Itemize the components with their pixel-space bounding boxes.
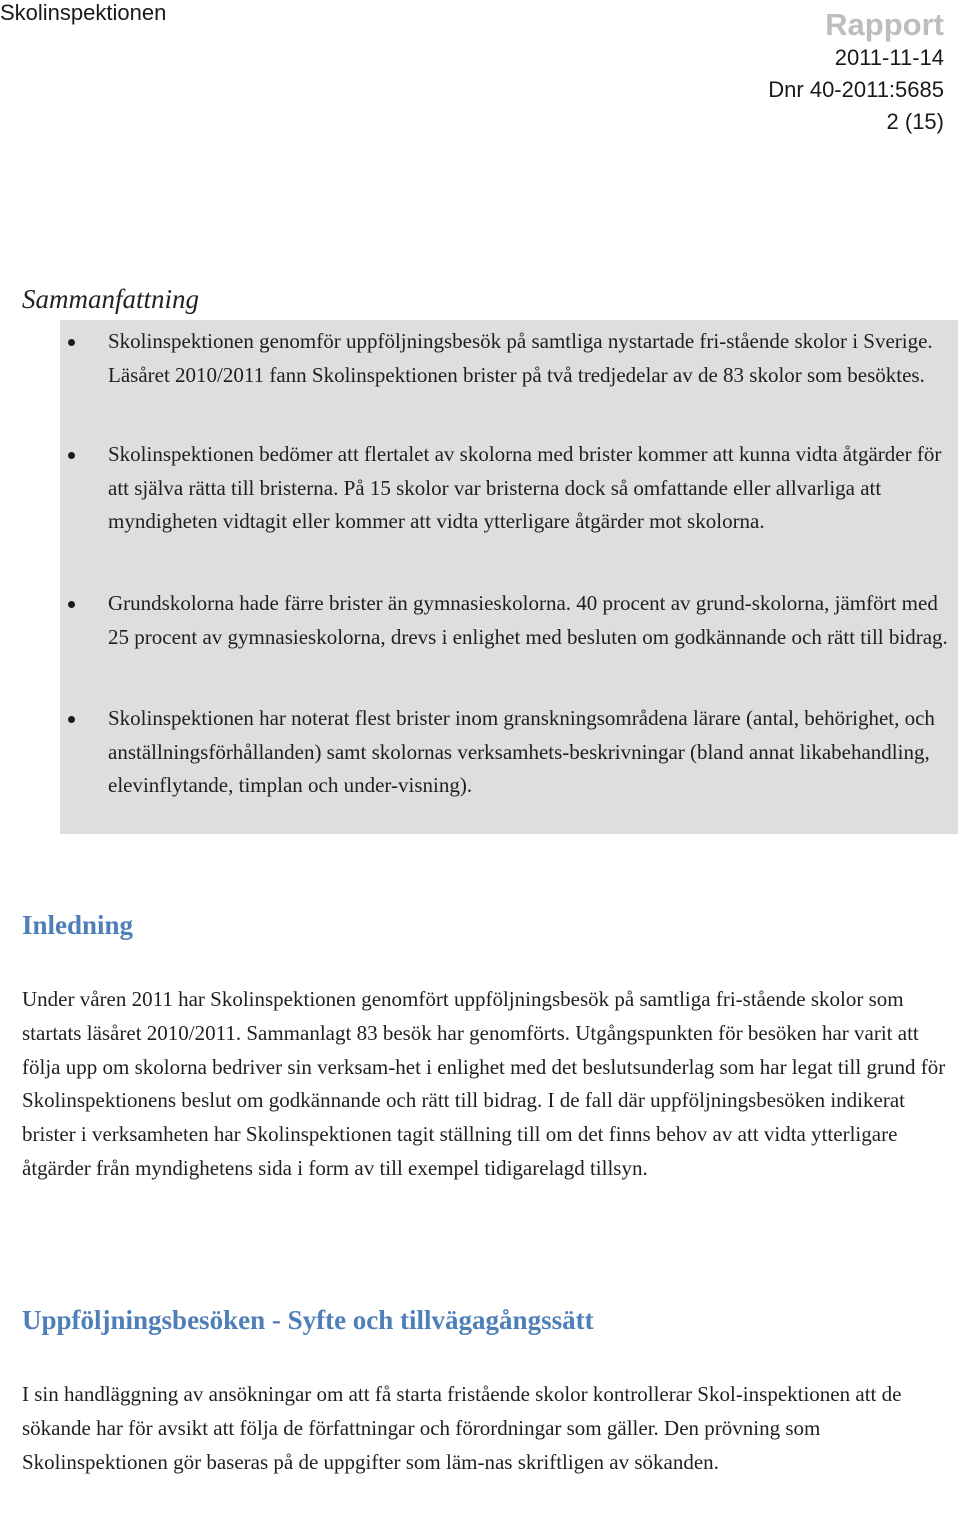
section-paragraph-uppfoljningsbesoken: I sin handläggning av ansökningar om att få starta fristående skolor kontrollerar Skol-inspektionen att de sökande har för avsikt att följa de författningar och förordningar som gäller. Den prövning som Skolinspektionen gör baseras på de uppgifter som läm-nas skriftligen av sökanden. [22,1382,902,1474]
summary-bullet-text: Skolinspektionen bedömer att flertalet av skolorna med brister kommer att kunna vidta åtgärder för att själva rätta till bristerna. På 15 skolor var bristerna dock så omfattande eller allvarliga att myndigheten vidtagit eller kommer att vidta ytterligare åtgärder mot skolorna. [108,442,942,533]
bullet-icon [68,339,75,346]
bullet-icon [68,452,75,459]
document-type: Rapport [825,7,944,42]
summary-bullet-item [108,438,948,539]
document-date: 2011-11-14 [834,45,944,70]
summary-bullet-item [108,325,948,392]
document-header [768,8,944,138]
summary-bullet-item [108,587,948,654]
page-number: 2 (15) [886,109,944,134]
summary-bullet-text: Skolinspektionen har noterat flest brister inom granskningsområdena lärare (antal, behörighet, och anställningsförhållanden) samt skolornas verksamhets-beskrivningar (bland annat likabehandling, elevinflytande, timplan och under-visning). [108,706,935,797]
section-title-uppfoljningsbesoken: Uppföljningsbesöken - Syfte och tillvägagångssätt [22,1305,594,1335]
bullet-icon [68,601,75,608]
summary-bullet-text: Skolinspektionen genomför uppföljningsbesök på samtliga nystartade fri-stående skolor i Sverige. Läsåret 2010/2011 fann Skolinspektionen brister på två tredjedelar av de 83 skolor som besöktes. [108,329,933,387]
summary-heading: Sammanfattning [22,284,200,314]
summary-bullet-text: Grundskolorna hade färre brister än gymnasieskolorna. 40 procent av grund-skolorna, jämfört med 25 procent av gymnasieskolorna, drevs i enlighet med besluten om godkännande och rätt till bidrag. [108,591,948,649]
bullet-icon [68,716,75,723]
document-dnr: Dnr 40-2011:5685 [768,77,944,102]
summary-bullet-item [108,702,948,803]
section-title-inledning: Inledning [22,910,134,940]
summary-box [60,320,958,834]
section-paragraph-inledning: Under våren 2011 har Skolinspektionen genomfört uppföljningsbesök på samtliga fri-stående skolor som startats läsåret 2010/2011. Sammanlagt 83 besök har genomförts. Utgångspunkten för besöken har varit att följa upp om skolorna bedriver sin verksam-het i enlighet med det beslutsunderlag som har legat till grund för Skolinspektionens beslut om godkännande och rätt till bidrag. I de fall där uppföljningsbesöken indikerat brister i verksamheten har Skolinspektionen tagit ställning till om det finns behov av att vidta ytterligare åtgärder från myndighetens sida i form av till exempel tidigarelagd tillsyn. [22,987,946,1180]
organization-name: Skolinspektionen [0,0,167,25]
